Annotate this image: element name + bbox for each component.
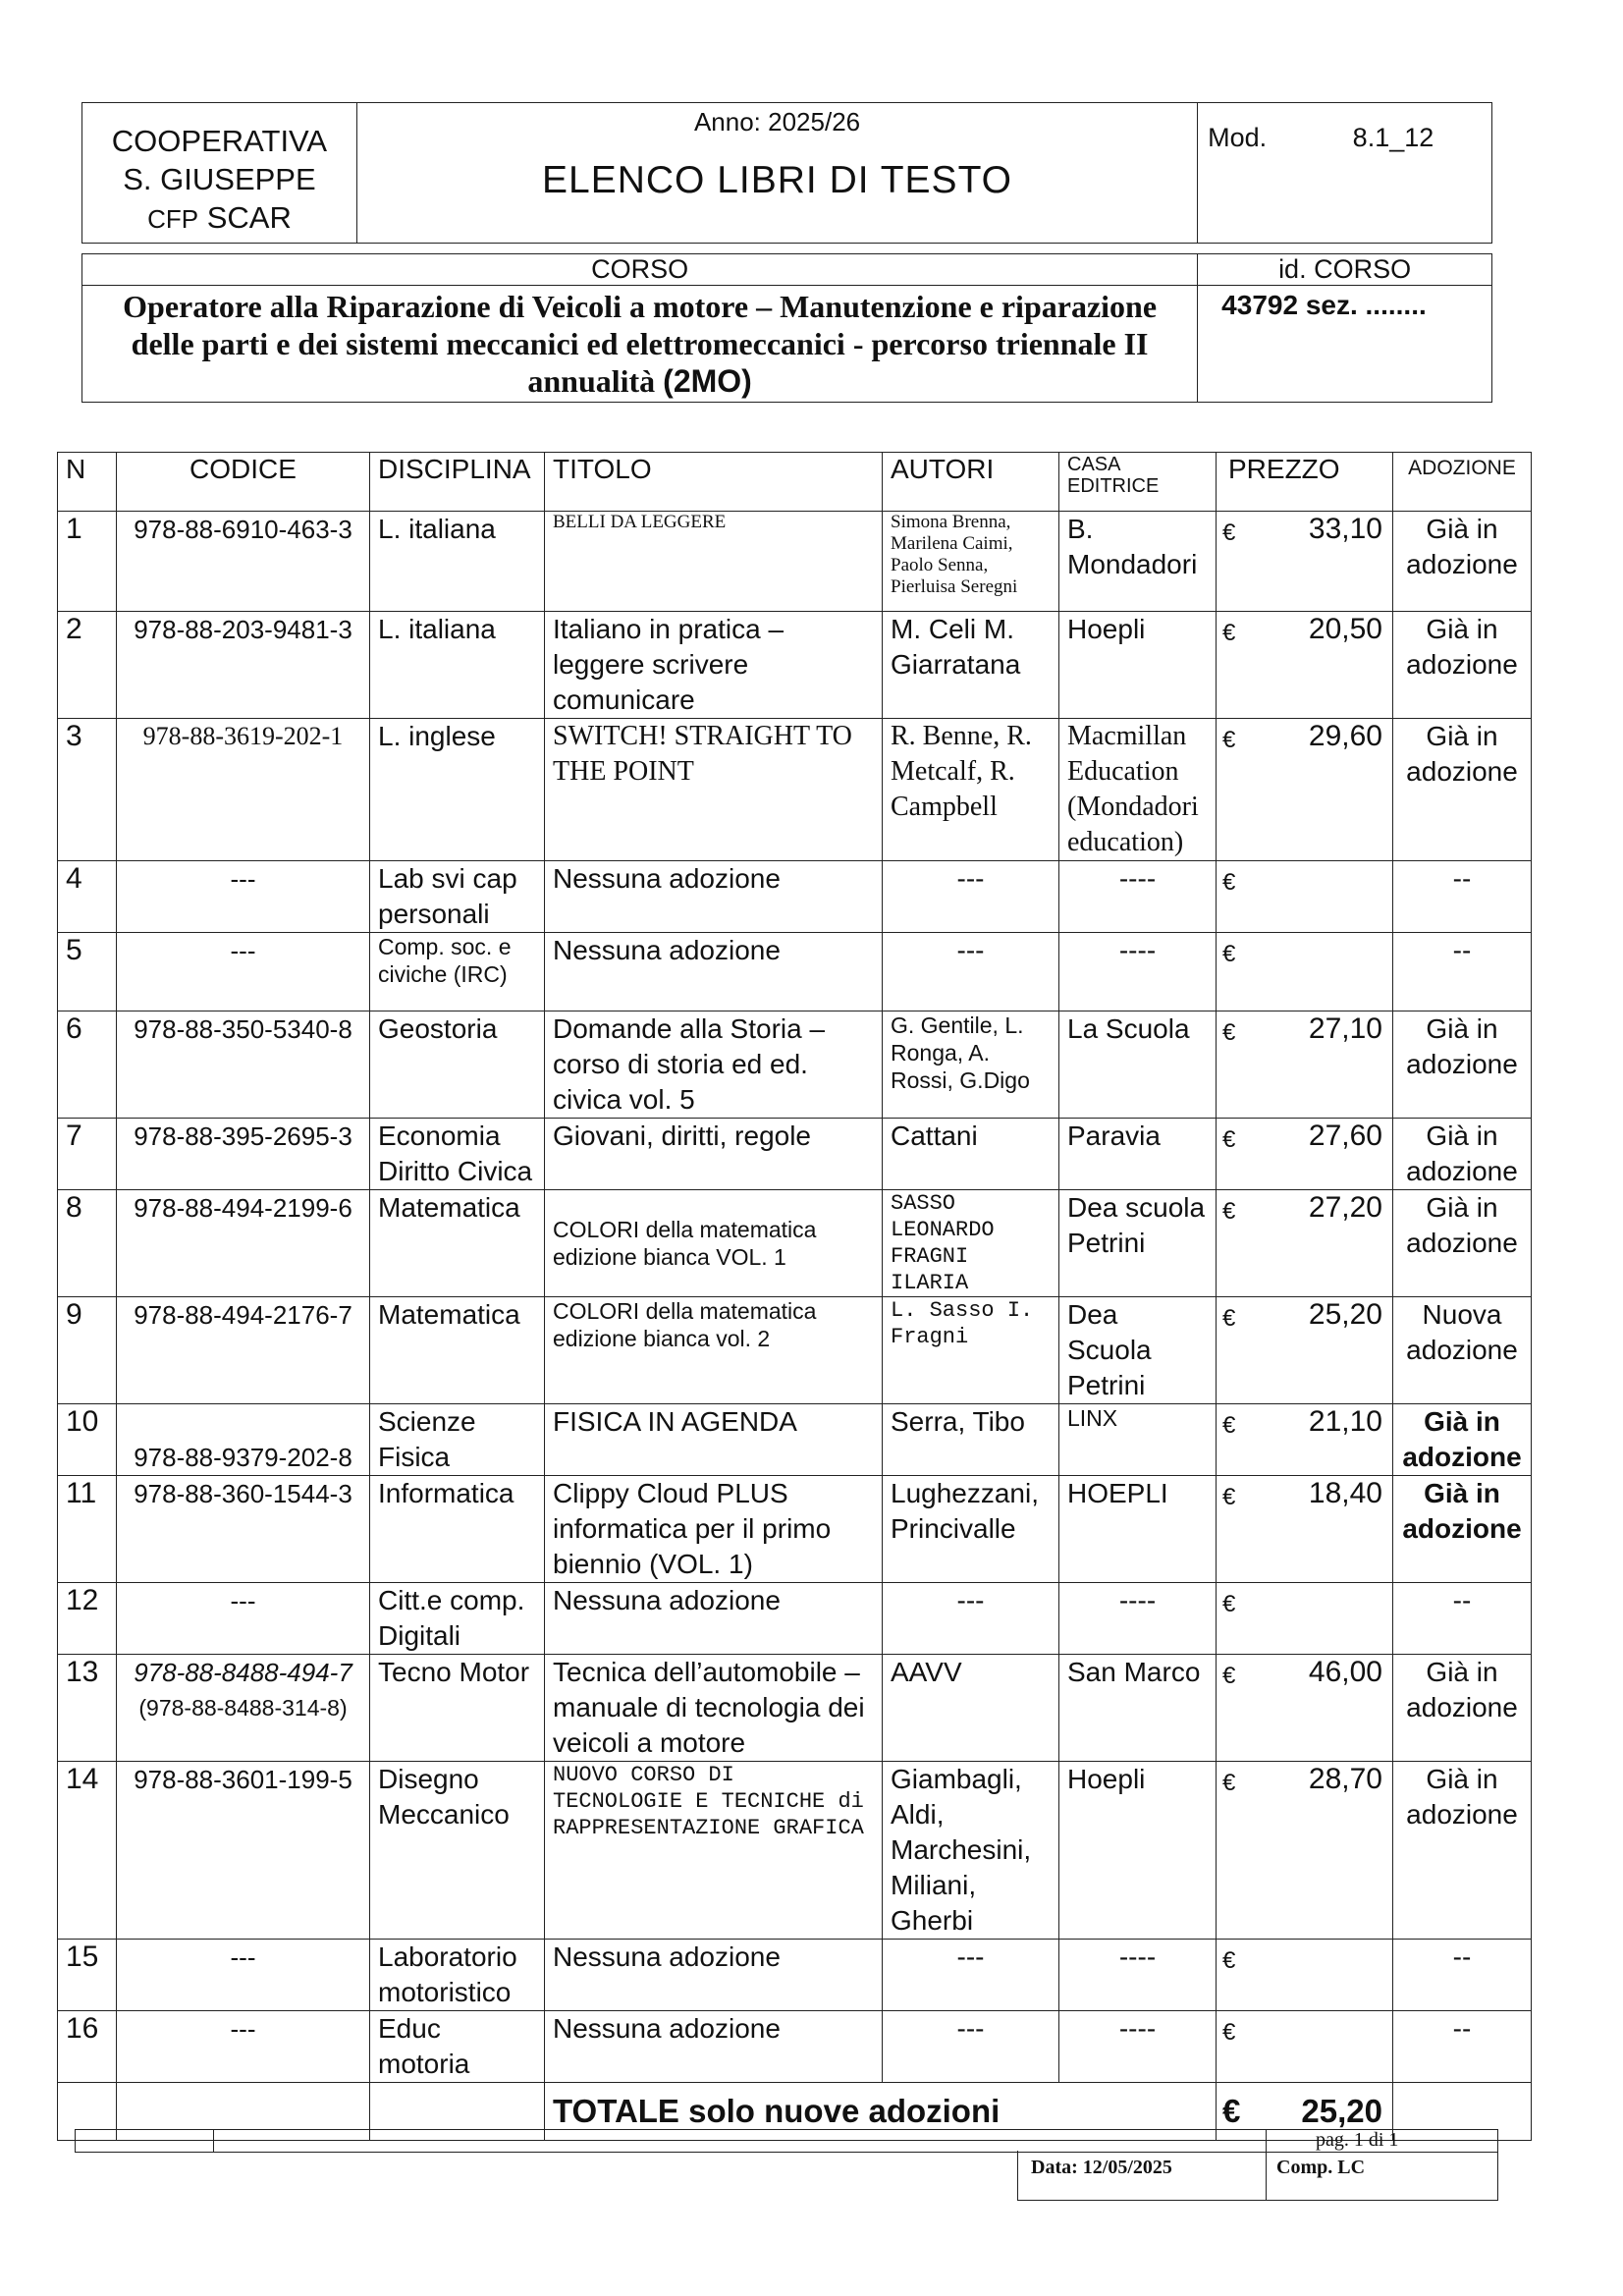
row-number: 6 [58, 1011, 117, 1119]
row-euro-sign: € [1217, 1762, 1256, 1940]
row-number: 11 [58, 1476, 117, 1583]
row-codice-cell [117, 1655, 370, 1762]
row-prezzo [1256, 933, 1393, 1011]
row-codice: 978-88-395-2695-3 [117, 1119, 370, 1190]
org-name-line1: COOPERATIVA [111, 124, 328, 158]
row-adozione: Già in adozione [1393, 512, 1532, 612]
row-prezzo: 46,00 [1256, 1655, 1393, 1762]
row-codice: --- [117, 1940, 370, 2011]
header-autori: AUTORI [883, 453, 1059, 512]
row-adozione: Già in adozione [1393, 1655, 1532, 1762]
footer-bar [75, 2129, 1498, 2153]
row-disciplina: Geostoria [370, 1011, 545, 1119]
row-codice: 978-88-6910-463-3 [117, 512, 370, 612]
header-casa-line1: CASA [1067, 454, 1121, 475]
row-number: 16 [58, 2011, 117, 2083]
header-disciplina: DISCIPLINA [370, 453, 545, 512]
row-adozione: -- [1393, 1583, 1532, 1655]
row-adozione: -- [1393, 1940, 1532, 2011]
row-euro-sign: € [1217, 1476, 1256, 1583]
row-titolo: Clippy Cloud PLUS informatica per il primo biennio (VOL. 1) [545, 1476, 883, 1583]
row-titolo: BELLI DA LEGGERE [545, 512, 883, 612]
row-prezzo: 25,20 [1256, 1297, 1393, 1404]
row-adozione: Già in adozione [1393, 1190, 1532, 1297]
row-euro-sign: € [1217, 1940, 1256, 2011]
row-number: 7 [58, 1119, 117, 1190]
row-codice: --- [117, 861, 370, 933]
header-n: N [58, 453, 117, 512]
row-titolo: Giovani, diritti, regole [545, 1119, 883, 1190]
row-number: 15 [58, 1940, 117, 2011]
row-casa: Dea scuola Petrini [1059, 1190, 1217, 1297]
row-prezzo [1256, 2011, 1393, 2083]
row-casa: Dea Scuola Petrini [1059, 1297, 1217, 1404]
row-prezzo: 21,10 [1256, 1404, 1393, 1476]
row-number: 3 [58, 719, 117, 861]
row-casa: B. Mondadori [1059, 512, 1217, 612]
header-casa-line2: EDITRICE [1067, 475, 1160, 497]
footer-compiler: Comp. LC [1276, 2157, 1366, 2178]
row-codice: 978-88-8488-494-7 [134, 1658, 352, 1687]
row-casa: La Scuola [1059, 1011, 1217, 1119]
row-casa: Macmillan Education (Mondadori education) [1059, 719, 1217, 861]
row-codice: --- [117, 933, 370, 1011]
row-codice: 978-88-494-2199-6 [117, 1190, 370, 1297]
total-euro-sign: € [1217, 2083, 1256, 2141]
row-prezzo: 18,40 [1256, 1476, 1393, 1583]
row-autori: L. Sasso I. Fragni [883, 1297, 1059, 1404]
footer-divider [213, 2130, 214, 2152]
row-euro-sign: € [1217, 1583, 1256, 1655]
row-adozione: Già in adozione [1393, 719, 1532, 861]
row-autori: --- [883, 1940, 1059, 2011]
row-autori: --- [883, 1583, 1059, 1655]
row-number: 4 [58, 861, 117, 933]
row-disciplina: L. italiana [370, 512, 545, 612]
row-disciplina: Matematica [370, 1297, 545, 1404]
table-row [58, 719, 1532, 861]
org-cfp-name: SCAR [206, 200, 292, 235]
table-row [58, 1404, 1532, 1476]
row-titolo: Nessuna adozione [545, 2011, 883, 2083]
row-adozione: Già in adozione [1393, 1762, 1532, 1940]
header-table [81, 102, 1492, 244]
row-prezzo [1256, 861, 1393, 933]
row-titolo: COLORI della matematica edizione bianca vol. 2 [545, 1297, 883, 1404]
table-header-row [58, 453, 1532, 512]
row-codice: 978-88-203-9481-3 [117, 612, 370, 719]
row-autori: --- [883, 861, 1059, 933]
row-prezzo: 27,60 [1256, 1119, 1393, 1190]
document-title: ELENCO LIBRI DI TESTO [542, 159, 1013, 201]
row-number: 2 [58, 612, 117, 719]
organization-cell [82, 103, 357, 244]
row-number: 12 [58, 1583, 117, 1655]
row-prezzo: 20,50 [1256, 612, 1393, 719]
row-disciplina: Comp. soc. e civiche (IRC) [370, 933, 545, 1011]
row-casa: ---- [1059, 861, 1217, 933]
id-corso-value: 43792 sez. ........ [1198, 286, 1492, 403]
table-row [58, 512, 1532, 612]
org-cfp-prefix: CFP [147, 204, 199, 234]
row-titolo: SWITCH! STRAIGHT TO THE POINT [545, 719, 883, 861]
row-disciplina: Economia Diritto Civica [370, 1119, 545, 1190]
row-number: 5 [58, 933, 117, 1011]
row-titolo: Nessuna adozione [545, 1940, 883, 2011]
row-prezzo [1256, 1940, 1393, 2011]
row-euro-sign: € [1217, 512, 1256, 612]
footer-date: Data: 12/05/2025 [1031, 2157, 1172, 2178]
row-autori: --- [883, 2011, 1059, 2083]
row-titolo: Nessuna adozione [545, 1583, 883, 1655]
row-casa: San Marco [1059, 1655, 1217, 1762]
row-prezzo: 28,70 [1256, 1762, 1393, 1940]
row-adozione: -- [1393, 2011, 1532, 2083]
row-codice: 978-88-494-2176-7 [117, 1297, 370, 1404]
row-euro-sign: € [1217, 719, 1256, 861]
mod-label: Mod. [1208, 123, 1268, 152]
row-autori: Lughezzani, Princivalle [883, 1476, 1059, 1583]
row-casa: ---- [1059, 1940, 1217, 2011]
row-codice: --- [117, 2011, 370, 2083]
row-prezzo: 27,20 [1256, 1190, 1393, 1297]
row-adozione: -- [1393, 861, 1532, 933]
row-adozione: Già in adozione [1393, 1404, 1532, 1476]
row-adozione: -- [1393, 933, 1532, 1011]
row-prezzo: 27,10 [1256, 1011, 1393, 1119]
row-autori: R. Benne, R. Metcalf, R. Campbell [883, 719, 1059, 861]
table-row [58, 1119, 1532, 1190]
anno-label: Anno: [693, 107, 761, 137]
row-euro-sign: € [1217, 1655, 1256, 1762]
row-euro-sign: € [1217, 1119, 1256, 1190]
table-row [58, 1190, 1532, 1297]
mod-value: 8.1_12 [1352, 123, 1434, 152]
header-adozione: ADOZIONE [1393, 453, 1532, 512]
table-row [58, 612, 1532, 719]
row-titolo: Nessuna adozione [545, 933, 883, 1011]
footer-divider [1266, 2151, 1267, 2200]
row-euro-sign: € [1217, 1011, 1256, 1119]
mod-cell [1198, 103, 1492, 244]
id-corso-label: id. CORSO [1198, 254, 1492, 286]
row-prezzo: 33,10 [1256, 512, 1393, 612]
books-table [57, 452, 1532, 2141]
row-titolo: Domande alla Storia – corso di storia ed ed. civica vol. 5 [545, 1011, 883, 1119]
course-table [81, 253, 1492, 403]
row-codice: 978-88-360-1544-3 [117, 1476, 370, 1583]
table-row [58, 1762, 1532, 1940]
row-titolo: COLORI della matematica edizione bianca VOL. 1 [545, 1190, 883, 1297]
table-row [58, 861, 1532, 933]
row-casa: HOEPLI [1059, 1476, 1217, 1583]
row-euro-sign: € [1217, 2011, 1256, 2083]
corso-label: CORSO [82, 254, 1198, 286]
row-casa: Hoepli [1059, 612, 1217, 719]
row-number: 13 [58, 1655, 117, 1762]
anno-value: 2025/26 [768, 107, 861, 137]
header-casa-editrice [1059, 453, 1217, 512]
row-autori: --- [883, 933, 1059, 1011]
row-disciplina: L. inglese [370, 719, 545, 861]
row-titolo: Nessuna adozione [545, 861, 883, 933]
row-number: 1 [58, 512, 117, 612]
row-autori: Giambagli, Aldi, Marchesini, Miliani, Gherbi [883, 1762, 1059, 1940]
row-codice: 978-88-3601-199-5 [117, 1762, 370, 1940]
row-prezzo [1256, 1583, 1393, 1655]
row-euro-sign: € [1217, 1404, 1256, 1476]
table-row [58, 1476, 1532, 1583]
header-prezzo: PREZZO [1217, 453, 1393, 512]
row-adozione: Nuova adozione [1393, 1297, 1532, 1404]
row-codice-alt: (978-88-8488-314-8) [138, 1695, 348, 1721]
table-row [58, 933, 1532, 1011]
org-name-line2: S. GIUSEPPE [123, 162, 316, 196]
row-casa: Hoepli [1059, 1762, 1217, 1940]
row-number: 10 [58, 1404, 117, 1476]
row-autori: M. Celi M. Giarratana [883, 612, 1059, 719]
course-name [82, 286, 1198, 403]
row-euro-sign: € [1217, 1297, 1256, 1404]
row-euro-sign: € [1217, 861, 1256, 933]
row-disciplina: Scienze Fisica [370, 1404, 545, 1476]
row-adozione: Già in adozione [1393, 1476, 1532, 1583]
total-value: 25,20 [1256, 2083, 1393, 2141]
row-casa: ---- [1059, 933, 1217, 1011]
row-adozione: Già in adozione [1393, 1011, 1532, 1119]
row-disciplina: Citt.e comp. Digitali [370, 1583, 545, 1655]
row-number: 14 [58, 1762, 117, 1940]
row-disciplina: Tecno Motor [370, 1655, 545, 1762]
row-codice: 978-88-9379-202-8 [117, 1404, 370, 1476]
table-row [58, 1297, 1532, 1404]
row-titolo: Italiano in pratica – leggere scrivere comunicare [545, 612, 883, 719]
row-autori: Serra, Tibo [883, 1404, 1059, 1476]
row-disciplina: Disegno Meccanico [370, 1762, 545, 1940]
title-cell [356, 103, 1197, 244]
table-row [58, 1011, 1532, 1119]
row-euro-sign: € [1217, 612, 1256, 719]
row-autori: G. Gentile, L. Ronga, A. Rossi, G.Digo [883, 1011, 1059, 1119]
row-number: 8 [58, 1190, 117, 1297]
row-casa: ---- [1059, 1583, 1217, 1655]
row-euro-sign: € [1217, 933, 1256, 1011]
row-disciplina: Educ motoria [370, 2011, 545, 2083]
row-codice: --- [117, 1583, 370, 1655]
row-autori: SASSO LEONARDO FRAGNI ILARIA [883, 1190, 1059, 1297]
table-row [58, 1940, 1532, 2011]
row-disciplina: Informatica [370, 1476, 545, 1583]
row-titolo: NUOVO CORSO DI TECNOLOGIE E TECNICHE di RAPPRESENTAZIONE GRAFICA [545, 1762, 883, 1940]
row-adozione: Già in adozione [1393, 1119, 1532, 1190]
footer-divider [1266, 2130, 1267, 2152]
row-number: 9 [58, 1297, 117, 1404]
row-disciplina: Matematica [370, 1190, 545, 1297]
table-row [58, 1655, 1532, 1762]
row-casa: ---- [1059, 2011, 1217, 2083]
row-adozione: Già in adozione [1393, 612, 1532, 719]
row-prezzo: 29,60 [1256, 719, 1393, 861]
course-name-text: Operatore alla Riparazione di Veicoli a motore – Manutenzione e riparazione delle parti e dei sistemi meccanici ed elettromeccanici - percorso triennale II annualità [123, 289, 1158, 399]
row-autori: Cattani [883, 1119, 1059, 1190]
row-disciplina: Laboratorio motoristico [370, 1940, 545, 2011]
header-codice: CODICE [117, 453, 370, 512]
total-label: TOTALE solo nuove adozioni [545, 2083, 1217, 2141]
row-disciplina: Lab svi cap personali [370, 861, 545, 933]
row-codice: 978-88-350-5340-8 [117, 1011, 370, 1119]
header-titolo: TITOLO [545, 453, 883, 512]
row-autori: AAVV [883, 1655, 1059, 1762]
course-code-suffix: (2MO) [663, 363, 752, 399]
row-euro-sign: € [1217, 1190, 1256, 1297]
row-titolo: FISICA IN AGENDA [545, 1404, 883, 1476]
table-row [58, 2011, 1532, 2083]
row-casa: LINX [1059, 1404, 1217, 1476]
page-number: pag. 1 di 1 [1316, 2129, 1399, 2151]
row-codice: 978-88-3619-202-1 [117, 719, 370, 861]
table-row [58, 1583, 1532, 1655]
row-autori: Simona Brenna, Marilena Caimi, Paolo Senna, Pierluisa Seregni [883, 512, 1059, 612]
row-titolo: Tecnica dell’automobile – manuale di tecnologia dei veicoli a motore [545, 1655, 883, 1762]
row-disciplina: L. italiana [370, 612, 545, 719]
row-casa: Paravia [1059, 1119, 1217, 1190]
